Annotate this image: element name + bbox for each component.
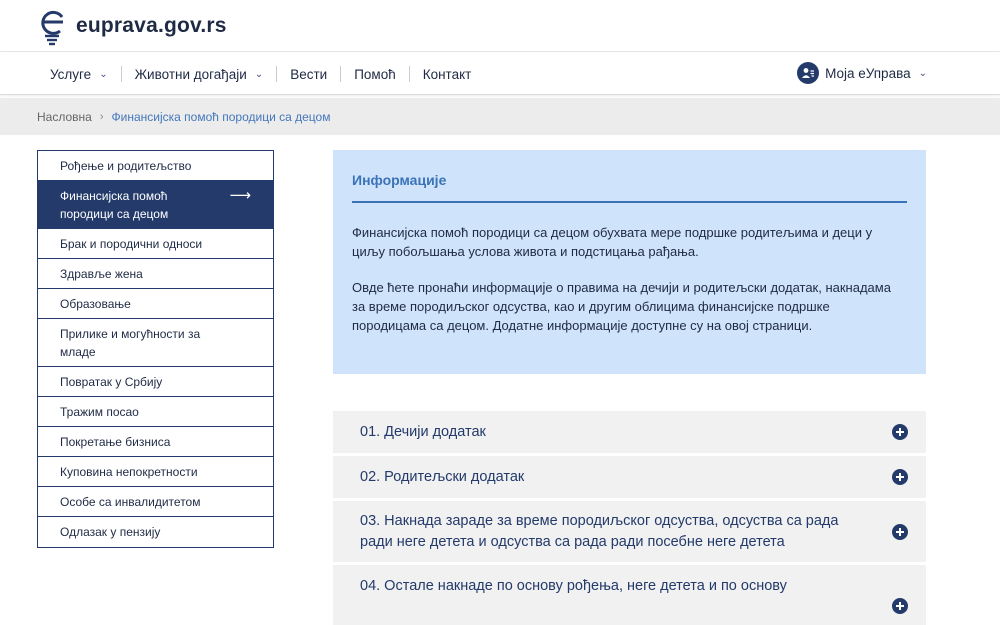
nav-item-life-events[interactable]	[135, 67, 264, 82]
sidebar-item-label: Покретање бизниса	[60, 434, 171, 449]
site-header	[0, 0, 1000, 52]
sidebar-item-return-serbia[interactable]	[38, 367, 273, 397]
lightbulb-e-logo-icon	[36, 6, 72, 46]
sidebar-item-label: Брак и породични односи	[60, 236, 203, 251]
sidebar-item-label: Тражим посао	[60, 404, 139, 419]
accordion-title: 02. Родитељски додатак	[360, 468, 525, 485]
sidebar-item-label: Особе са инвалидитетом	[60, 494, 201, 509]
site-logo[interactable]	[36, 6, 227, 46]
my-euprava-menu[interactable]	[797, 62, 927, 84]
plus-circle-icon[interactable]	[892, 469, 908, 485]
plus-circle-icon[interactable]	[892, 524, 908, 540]
sidebar-item-label: Прилике и могућности за младе	[60, 326, 201, 359]
chevron-down-icon: ⌄	[99, 68, 108, 80]
arrow-right-icon: ⟶	[229, 187, 251, 204]
site-name: euprava.gov.rs	[76, 14, 227, 37]
chevron-down-icon: ⌄	[254, 68, 264, 80]
sidebar-item-label: Повратак у Србију	[60, 374, 163, 389]
sidebar-item-label: Финансијска помоћ породици са децом	[60, 188, 169, 221]
nav-divider	[409, 66, 410, 82]
sidebar-item-job-search[interactable]	[38, 397, 273, 427]
account-label: Моја еУправа	[825, 65, 911, 81]
sidebar-item-education[interactable]	[38, 289, 273, 319]
nav-item-label: Вести	[290, 66, 328, 82]
breadcrumb	[0, 98, 1000, 135]
breadcrumb-home-link[interactable]: Насловна	[37, 109, 92, 124]
accordion-item-other-compensation[interactable]	[333, 565, 926, 625]
sidebar-item-youth[interactable]	[38, 319, 273, 367]
nav-item-contact[interactable]	[423, 67, 472, 82]
nav-item-news[interactable]	[290, 67, 327, 82]
information-paragraph: Овде ћете пронаћи информације о правима на дечији и родитељски додатак, накнадама за време породиљског одсуства, као и другим облицима финансијске подршке породицама са децом. Додатне информације доступне су на овој страници.	[352, 280, 891, 333]
nav-divider	[276, 66, 277, 82]
nav-divider	[340, 66, 341, 82]
plus-circle-icon[interactable]	[892, 598, 908, 614]
accordion-title: 04. Остале накнаде по основу рођења, неге детета и по основу	[360, 578, 787, 594]
main-nav	[0, 53, 1000, 95]
information-paragraph: Финансијска помоћ породици са децом обухвата мере подршке родитељима и деци у циљу побољшања услова живота и подстицања рађања.	[352, 225, 873, 259]
life-events-sidebar	[37, 150, 274, 548]
sidebar-item-disability[interactable]	[38, 487, 273, 517]
accordion-title: 03. Накнада зараде за време породиљског одсуства, одсуства са рада ради неге детета и одсуства са рада ради посебне неге детета	[360, 512, 839, 550]
sidebar-item-birth-parenthood[interactable]	[38, 151, 273, 181]
accordion-title: 01. Дечији додатак	[360, 423, 486, 440]
nav-item-label: Контакт	[422, 66, 472, 82]
chevron-down-icon: ⌄	[918, 67, 927, 79]
sidebar-item-label: Одлазак у пензију	[60, 525, 161, 539]
information-title: Информације	[352, 172, 907, 203]
user-settings-icon	[797, 62, 819, 84]
nav-item-label: Помоћ	[354, 66, 396, 82]
sidebar-item-label: Куповина непокретности	[60, 464, 198, 479]
plus-circle-icon[interactable]	[892, 424, 908, 440]
breadcrumb-current: Финансијска помоћ породици са децом	[111, 109, 331, 124]
nav-item-label: Животни догађаји	[134, 66, 247, 82]
sidebar-item-label: Образовање	[60, 296, 131, 311]
nav-item-services[interactable]	[50, 67, 108, 82]
nav-item-help[interactable]	[354, 67, 396, 82]
nav-divider	[121, 66, 122, 82]
chevron-right-icon: ›	[99, 110, 104, 123]
sidebar-item-business[interactable]	[38, 427, 273, 457]
accordion-item-parental-allowance[interactable]	[333, 456, 926, 498]
sidebar-item-retirement[interactable]	[38, 517, 273, 547]
sidebar-item-marriage[interactable]	[38, 229, 273, 259]
sidebar-item-womens-health[interactable]	[38, 259, 273, 289]
sidebar-item-label: Рођење и родитељство	[60, 158, 192, 173]
sidebar-item-financial-help[interactable]	[38, 181, 273, 229]
information-panel	[333, 150, 926, 374]
accordion-item-child-allowance[interactable]	[333, 411, 926, 453]
nav-item-label: Услуге	[50, 66, 92, 82]
sidebar-item-label: Здравље жена	[60, 266, 143, 281]
sidebar-item-real-estate[interactable]	[38, 457, 273, 487]
accordion-item-maternity-compensation[interactable]	[333, 501, 926, 562]
